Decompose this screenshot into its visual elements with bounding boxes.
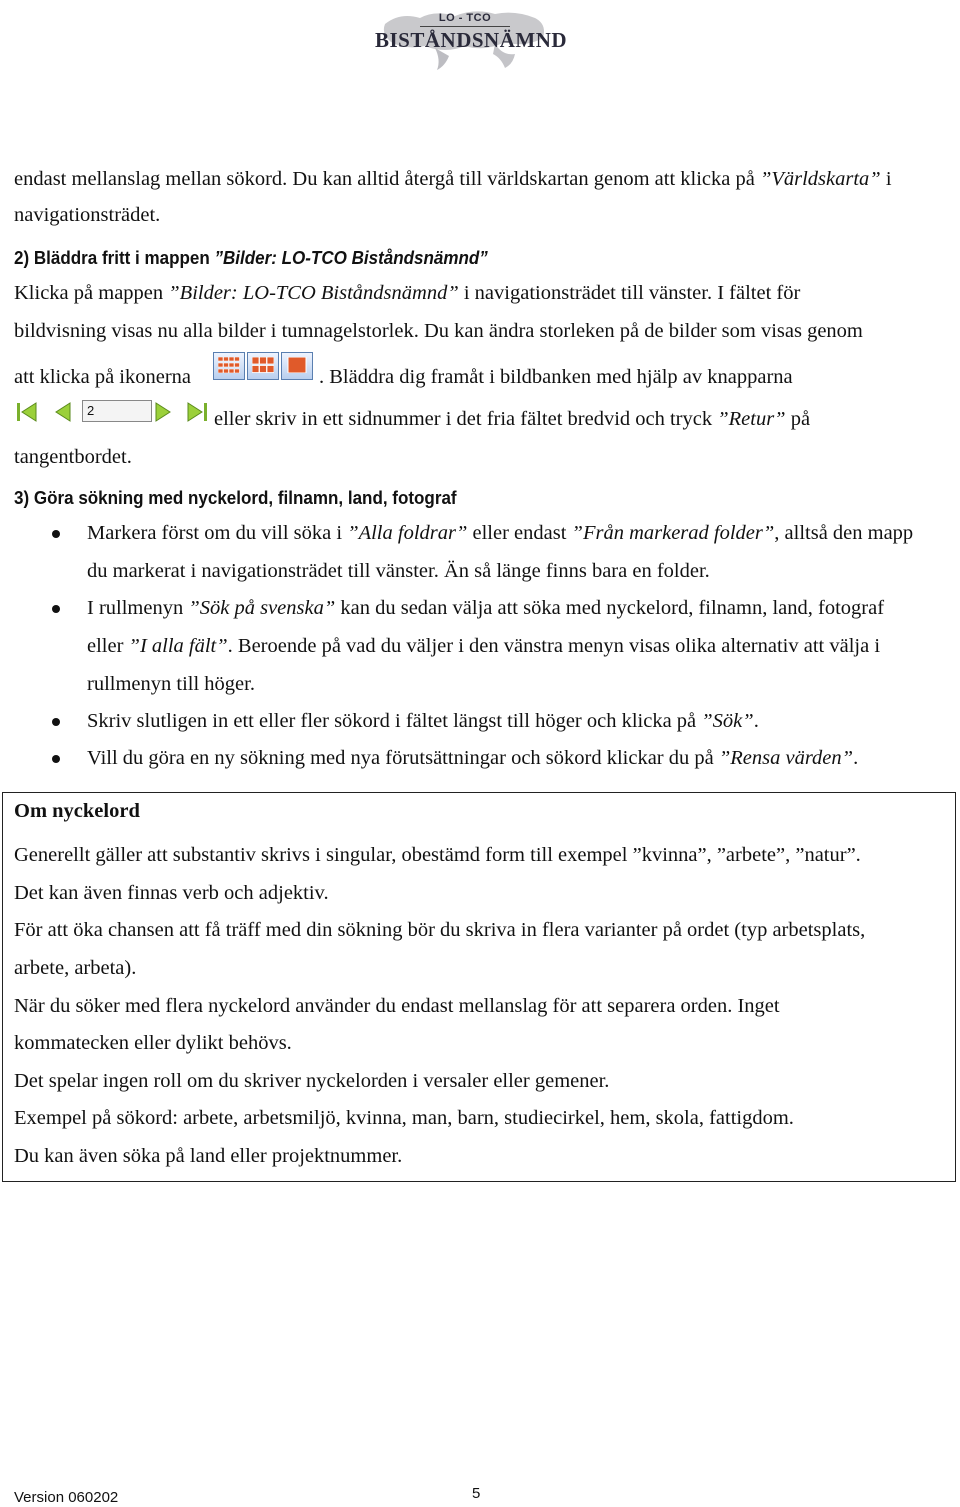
logo-divider (420, 26, 510, 27)
section-3-bullet-3: Skriv slutligen in ett eller fler sökord i fältet längst till höger och klicka på ”Sök”. (87, 710, 759, 732)
footer-page-number: 5 (472, 1485, 481, 1502)
page-navigation (14, 398, 214, 428)
info-box-p3-line-1: När du söker med flera nyckelord använder du endast mellanslag för att separera orden. Inget (14, 995, 780, 1017)
info-box-p1-line-2: Det kan även finnas verb och adjektiv. (14, 882, 329, 904)
info-box-p5: Exempel på sökord: arbete, arbetsmiljö, kvinna, man, barn, studiecirkel, hem, skola, fattigdom. (14, 1107, 794, 1129)
intro-line-1: endast mellanslag mellan sökord. Du kan alltid återgå till världskartan genom att klicka på ”Världskarta” i (14, 168, 892, 190)
intro-line-2: navigationsträdet. (14, 204, 161, 226)
bullet-1 (52, 530, 60, 538)
page-number-input[interactable]: 2 (82, 400, 152, 422)
bullet-4 (52, 755, 60, 763)
section-2-heading: 2) Bläddra fritt i mappen ”Bilder: LO-TCO Biståndsnämnd” (14, 247, 488, 268)
info-box-p4: Det spelar ingen roll om du skriver nyckelorden i versaler eller gemener. (14, 1070, 610, 1092)
section-3-heading: 3) Göra sökning med nyckelord, filnamn, land, fotograf (14, 487, 457, 508)
first-page-icon[interactable] (14, 400, 40, 424)
large-thumbnail-icon[interactable] (281, 352, 313, 380)
info-box-p6: Du kan även söka på land eller projektnummer. (14, 1145, 403, 1167)
next-page-icon[interactable] (150, 400, 176, 424)
section-2-line-1: Klicka på mappen ”Bilder: LO-TCO Biståndsnämnd” i navigationsträdet till vänster. I fältet för (14, 282, 801, 304)
organization-logo (375, 4, 568, 74)
section-2-line-5: tangentbordet. (14, 446, 132, 468)
section-3-bullet-1-line-1: Markera först om du vill söka i ”Alla foldrar” eller endast ”Från markerad folder”, alltså den mapp (87, 522, 914, 544)
bullet-2 (52, 605, 60, 613)
section-3-bullet-1-line-2: du markerat i navigationsträdet till vänster. Än så länge finns bara en folder. (87, 560, 710, 582)
section-3-bullet-2-line-2: eller ”I alla fält”. Beroende på vad du väljer i den vänstra menyn visas olika alternativ att välja i (87, 635, 881, 657)
footer-version: Version 060202 (14, 1489, 119, 1506)
info-box-title: Om nyckelord (14, 800, 140, 822)
logo-top-text: LO - TCO (438, 12, 492, 24)
logo-main-text: BISTÅNDSNÄMND (375, 28, 568, 52)
section-2-line-3a: att klicka på ikonerna (14, 366, 192, 388)
info-box-p3-line-2: kommatecken eller dylikt behövs. (14, 1032, 292, 1054)
section-2-line-2: bildvisning visas nu alla bilder i tumnagelstorlek. Du kan ändra storleken på de bilder som visas genom (14, 320, 863, 342)
info-box-p2-line-2: arbete, arbeta). (14, 957, 137, 979)
thumbnail-size-icons (213, 352, 313, 380)
section-3-bullet-4: Vill du göra en ny sökning med nya förutsättningar och sökord klickar du på ”Rensa värden”. (87, 747, 859, 769)
section-3-bullet-2-line-1: I rullmenyn ”Sök på svenska” kan du sedan välja att söka med nyckelord, filnamn, land, fotograf (87, 597, 885, 619)
small-thumbnails-icon[interactable] (213, 352, 245, 380)
section-2-line-4: eller skriv in ett sidnummer i det fria fältet bredvid och tryck ”Retur” på (214, 408, 811, 430)
info-box-p1-line-1: Generellt gäller att substantiv skrivs i singular, obestämd form till exempel ”kvinna”, ”arbete”, ”natur”. (14, 844, 861, 866)
section-3-bullet-2-line-3: rullmenyn till höger. (87, 673, 255, 695)
info-box-p2-line-1: För att öka chansen att få träff med din sökning bör du skriva in flera varianter på ordet (typ arbetsplats, (14, 919, 866, 941)
bullet-3 (52, 718, 60, 726)
medium-thumbnails-icon[interactable] (247, 352, 279, 380)
previous-page-icon[interactable] (50, 400, 76, 424)
section-2-line-3b: . Bläddra dig framåt i bildbanken med hjälp av knapparna (319, 366, 793, 388)
last-page-icon[interactable] (184, 400, 210, 424)
